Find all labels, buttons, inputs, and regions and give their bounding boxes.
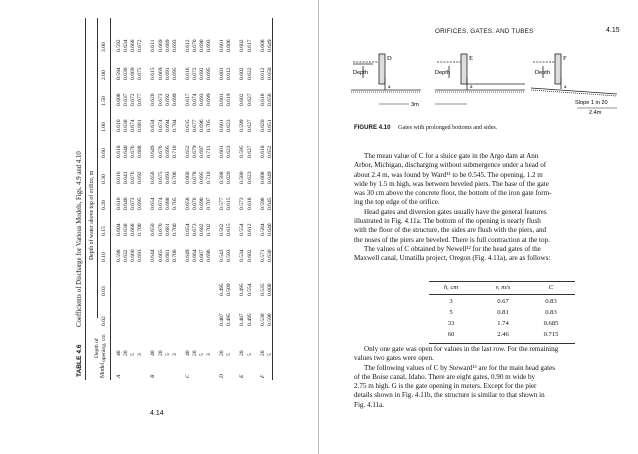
table-cell: 0.699 <box>171 93 178 106</box>
table-cell: 0.650 <box>266 93 273 106</box>
table-cell: 0.601 <box>219 67 226 80</box>
table-cell: 0.699 <box>206 93 213 106</box>
table-rule-top <box>85 18 86 380</box>
text-line: 2.75 m high. G is the gate opening in meters. Except for the pier <box>354 382 537 391</box>
text-line: Fig. 4.11a. <box>354 400 385 409</box>
table-cell: 0.693 <box>164 171 171 184</box>
table-cell: 2.46 <box>497 331 509 338</box>
table-cell: 0.644 <box>150 249 157 262</box>
label-depth-e: Depth <box>435 70 450 76</box>
table-cell: 0.695 <box>137 197 144 210</box>
table-cell: 0.676 <box>130 145 137 158</box>
table-cell: 0.664 <box>191 249 198 262</box>
table-cell: 0.704 <box>171 119 178 132</box>
table-cell: 0.669 <box>157 39 164 52</box>
table-cell: 0.594 <box>116 67 122 80</box>
depth-cell: 5 <box>164 353 171 356</box>
table-cell: 0.690 <box>199 197 205 210</box>
table-cell: 60 <box>447 331 455 338</box>
model-label: C <box>184 374 191 378</box>
table-cell: 0.535 <box>259 283 266 296</box>
table-cell: 0.673 <box>130 197 137 210</box>
table-cell: 0.678 <box>191 171 198 184</box>
table-cell: 0.672 <box>130 93 137 106</box>
table-cell: 0.622 <box>246 67 253 80</box>
model-label: A <box>116 374 122 378</box>
model-label: B <box>150 374 157 378</box>
text-line: The following values of C by Steward¹³ are for the main head gates <box>364 363 555 372</box>
table-cell: 0.649 <box>266 39 273 52</box>
table-cell: 0.681 <box>137 119 144 132</box>
table-cell: 0.635 <box>184 119 191 132</box>
table-cell: 0.602 <box>246 249 253 262</box>
table-cell: 0.610 <box>116 119 122 132</box>
dimension-2-4m: 2.4m <box>589 110 602 116</box>
table-cell: 0.674 <box>157 119 164 132</box>
table-cell: 0.83 <box>545 309 557 316</box>
table-cell: 0.685 <box>543 320 559 327</box>
depth-cell: 5 <box>130 353 137 356</box>
table-cell: 0.592 <box>116 39 122 52</box>
table-cell: 0.571 <box>259 249 266 262</box>
table-cell: 0.700 <box>171 223 178 236</box>
table-cell: 0.495 <box>246 313 253 326</box>
table-cell: 0.656 <box>150 171 157 184</box>
table-cell: 0.691 <box>137 249 144 262</box>
table-cell: 0.627 <box>246 145 253 158</box>
text-line: Maxwell canal, Umatilla project, Oregon (Fig. 4.11a), are as follows: <box>354 254 551 263</box>
table-cell: 0.677 <box>137 93 144 106</box>
table-cell: 0.715 <box>543 331 559 338</box>
table-cell: 0.692 <box>137 171 144 184</box>
table-cell: 0.634 <box>150 119 157 132</box>
table-header: v, m/s <box>495 284 511 291</box>
table-cell: 0.611 <box>150 39 157 52</box>
column-header-head: 0.60 <box>101 148 107 158</box>
table-cell: 0.665 <box>157 249 164 262</box>
table-cell: 0.630 <box>266 249 273 262</box>
table-cell: 0.616 <box>184 67 191 80</box>
table-cell: 0.495 <box>226 313 233 326</box>
slope-label: Slope 1 in 20 <box>575 100 608 106</box>
table-cell: 0.649 <box>150 145 157 158</box>
table-cell: 0.610 <box>116 197 122 210</box>
table-cell: 0.602 <box>239 93 246 106</box>
text-line: details shown in Fig. 4.11b, the structure is similar to that shown in <box>354 391 545 400</box>
depth-cell: 40 <box>184 350 191 356</box>
table-cell: 0.573 <box>239 197 246 210</box>
table-cell: 0.682 <box>199 223 205 236</box>
table-caption: Coefficients of Discharge for Various Models, Figs. 4.9 and 4.10 <box>76 151 83 327</box>
text-line: Only one gate was open for values in the last row. For the remaining <box>364 345 559 353</box>
table-cell: 0.669 <box>130 67 137 80</box>
table-cell: 0.615 <box>226 223 233 236</box>
depth-cell: 20 <box>157 350 164 356</box>
table-cell: 0.495 <box>239 283 246 296</box>
table-cell: 0.83 <box>545 298 557 305</box>
table-cell: 0.668 <box>130 223 137 236</box>
table-cell: 0.691 <box>164 67 171 80</box>
table-cell: 0.562 <box>219 223 226 236</box>
table-cell: 0.651 <box>266 119 273 132</box>
table-cell: 0.650 <box>266 67 273 80</box>
table-cell: 0.672 <box>191 67 198 80</box>
table-cell: 0.590 <box>266 313 273 326</box>
table-cell: 0.676 <box>157 145 164 158</box>
gates-figure <box>349 48 619 118</box>
label-f: F <box>563 55 567 62</box>
table-cell: 0.601 <box>219 93 226 106</box>
table-cell: 0.688 <box>164 197 171 210</box>
table-cell: 0.608 <box>116 93 122 106</box>
label-a-e: a <box>470 84 473 90</box>
table-cell: 0.706 <box>171 171 178 184</box>
table-cell: 5 <box>449 309 453 316</box>
label-d: D <box>387 55 392 62</box>
table-cell: 0.649 <box>184 249 191 262</box>
depth-cell: 5 <box>199 353 205 356</box>
table-cell: 0.705 <box>171 197 178 210</box>
table-rule <box>429 294 575 295</box>
depth-cell: 20 <box>219 350 226 356</box>
table-cell: 0.67 <box>497 298 509 305</box>
table-cell: 0.616 <box>116 171 122 184</box>
table-cell: 0.534 <box>239 249 246 262</box>
table-cell: 0.645 <box>266 197 273 210</box>
column-header-head: 2.00 <box>101 70 107 80</box>
column-header-head: 0.15 <box>101 226 107 236</box>
table-cell: 3 <box>449 298 453 305</box>
table-cell: 0.612 <box>259 67 266 80</box>
table-cell: 0.705 <box>206 119 213 132</box>
column-header-head: 1.00 <box>101 122 107 132</box>
table-cell: 0.618 <box>116 145 122 158</box>
table-cell: 0.673 <box>191 223 198 236</box>
body-paragraph-1 <box>354 152 616 264</box>
table-cell: 0.695 <box>206 67 213 80</box>
table-cell: 0.681 <box>164 249 171 262</box>
column-header-head: 1.50 <box>101 96 107 106</box>
text-line: was 30 cm above the concrete floor, the bottom of the iron gate form- <box>354 189 552 198</box>
table-cell: 0.619 <box>226 93 233 106</box>
table-cell: 0.601 <box>219 119 226 132</box>
table-cell: 0.690 <box>199 39 205 52</box>
text-line: The values of C obtained by Newell¹² for the head gates of the <box>364 244 541 253</box>
table-cell: 0.702 <box>206 223 213 236</box>
text-line: wide by 1.5 m high, was between beveled piers. The base of the gate <box>354 179 549 188</box>
text-line: The mean value of C for a sluice gate in the Argo dam at Ann <box>364 152 539 160</box>
column-header-head: 0.20 <box>101 200 107 210</box>
model-label: F <box>259 374 266 378</box>
table-cell: 0.554 <box>246 283 253 296</box>
table-cell: 0.601 <box>219 39 226 52</box>
table-rule-sub <box>97 18 98 318</box>
table-cell: 0.652 <box>184 145 191 158</box>
table-cell: 0.693 <box>199 93 205 106</box>
table-cell: 0.693 <box>206 39 213 52</box>
depth-cell: 40 <box>150 350 157 356</box>
table-cell: 0.617 <box>246 39 253 52</box>
text-line: values two gates were open. <box>354 354 434 363</box>
figure-caption-label: FIGURE 4.10 <box>354 124 391 131</box>
column-header-depth: opening, cm <box>101 334 107 362</box>
table-cell: 0.692 <box>199 67 205 80</box>
table-cell: 0.602 <box>239 39 246 52</box>
table-cell: 0.710 <box>206 171 213 184</box>
table-cell: 33 <box>447 320 455 327</box>
table-title: TABLE 4.6 <box>76 344 83 377</box>
table-cell: 0.580 <box>239 171 246 184</box>
table-cell: 0.674 <box>130 119 137 132</box>
text-line: about 2.4 m, was found by Ward¹¹ to be 0.545. The opening, 1.2 m <box>354 170 543 179</box>
table-cell: 0.695 <box>171 67 178 80</box>
depth-cell: 20 <box>259 350 266 356</box>
table-header: C <box>548 284 554 291</box>
table-cell: 0.695 <box>164 145 171 158</box>
column-header-head: 3.00 <box>101 42 107 52</box>
table-cell: 0.689 <box>164 39 171 52</box>
label-a-f: a <box>564 84 567 90</box>
table-cell: 0.707 <box>206 197 213 210</box>
table-cell: 0.608 <box>259 39 266 52</box>
table-cell: 0.615 <box>226 197 233 210</box>
depth-cell: 20 <box>191 350 198 356</box>
table-cell: 0.693 <box>171 39 178 52</box>
table-cell: 0.641 <box>123 171 130 184</box>
table-cell: 0.577 <box>219 197 226 210</box>
table-cell: 0.612 <box>226 67 233 80</box>
depth-cell: 5 <box>246 353 253 356</box>
table-cell: 0.694 <box>164 119 171 132</box>
depth-cell: 3 <box>137 353 144 356</box>
table-cell: 0.81 <box>497 309 509 316</box>
text-line: illustrated in Fig. 4.11a. The bottom of the opening is nearly flush <box>354 217 541 226</box>
column-header-depth: Depth of <box>94 338 100 358</box>
figure-caption <box>354 124 497 131</box>
table-cell: 0.679 <box>191 145 198 158</box>
table-cell: 0.596 <box>259 197 266 210</box>
table-cell: 0.604 <box>116 223 122 236</box>
depth-cell: 3 <box>171 353 178 356</box>
text-line: ing the top edge of the orifice. <box>354 198 440 207</box>
table-cell: 0.584 <box>259 223 266 236</box>
table-cell: 0.632 <box>123 249 130 262</box>
table-cell: 0.706 <box>171 249 178 262</box>
table-cell: 0.676 <box>130 171 137 184</box>
table-cell: 0.700 <box>137 223 144 236</box>
right-folio: 4.15 <box>606 27 620 34</box>
table-cell: 0.598 <box>116 249 122 262</box>
column-header-head: 0.02 <box>101 316 107 326</box>
table-cell: 0.681 <box>164 223 171 236</box>
table-rule-head <box>110 18 111 380</box>
table-cell: 0.669 <box>157 67 164 80</box>
right-page <box>319 0 638 454</box>
table-cell: 0.612 <box>184 39 191 52</box>
table-header: h, cm <box>443 284 459 291</box>
table-cell: 0.606 <box>226 39 233 52</box>
label-depth-d: Depth <box>353 70 368 76</box>
table-cell: 0.608 <box>259 171 266 184</box>
depth-cell: 20 <box>239 350 246 356</box>
table-cell: 0.543 <box>219 249 226 262</box>
table-cell: 0.487 <box>219 313 226 326</box>
table-cell: 0.627 <box>246 119 253 132</box>
column-header-head: 0.30 <box>101 174 107 184</box>
table-cell: 0.617 <box>184 93 191 106</box>
table-cell: 0.618 <box>246 197 253 210</box>
table-cell: 0.650 <box>150 223 157 236</box>
table-cell: 0.593 <box>226 249 233 262</box>
depth-cell: 20 <box>123 350 130 356</box>
table-cell: 0.640 <box>123 197 130 210</box>
table-cell: 0.509 <box>226 283 233 296</box>
label-a-d: a <box>388 84 391 90</box>
table-cell: 0.612 <box>246 223 253 236</box>
body-paragraph-2 <box>354 345 616 410</box>
table-cell: 0.660 <box>184 171 191 184</box>
table-cell: 0.674 <box>157 197 164 210</box>
table-cell: 0.677 <box>191 119 198 132</box>
table-cell: 0.668 <box>130 39 137 52</box>
table-cell: 0.654 <box>184 223 191 236</box>
table-cell: 0.673 <box>157 93 164 106</box>
table-cell: 0.667 <box>199 249 205 262</box>
table-cell: 0.595 <box>239 145 246 158</box>
table-cell: 0.588 <box>219 171 226 184</box>
table-cell: 0.495 <box>219 283 226 296</box>
table-cell: 0.697 <box>199 145 205 158</box>
table-cell: 0.554 <box>239 223 246 236</box>
table-cell: 0.692 <box>164 93 171 106</box>
table-cell: 0.618 <box>259 93 266 106</box>
model-label: D <box>219 373 226 378</box>
table-rule <box>429 281 575 282</box>
column-header-water-depth: Depth of water above top of orifice, m <box>89 170 95 260</box>
table-cell: 0.696 <box>206 249 213 262</box>
table-cell: 0.487 <box>239 313 246 326</box>
text-line: with the floor of the structure, the sides are flush with the piers, and <box>354 226 547 235</box>
table-cell: 0.620 <box>150 93 157 106</box>
column-header-head: 0.03 <box>101 286 107 296</box>
left-folio: 4.14 <box>150 410 164 417</box>
table-cell: 0.623 <box>226 119 233 132</box>
table-cell: 0.674 <box>191 93 198 106</box>
table-cell: 0.676 <box>191 197 198 210</box>
table-cell: 0.638 <box>123 119 130 132</box>
text-line: Head gates and diversion gates usually have the general features <box>364 207 547 216</box>
table-cell: 0.623 <box>246 171 253 184</box>
table-cell: 0.600 <box>266 283 273 296</box>
table-cell: 0.636 <box>123 67 130 80</box>
text-line: the noses of the piers are beveled. There is full contraction at the top. <box>354 235 550 244</box>
table-cell: 0.652 <box>266 145 273 158</box>
table-cell: 0.688 <box>137 145 144 158</box>
table-cell: 0.675 <box>157 171 164 184</box>
table-cell: 0.675 <box>137 67 144 80</box>
column-header-model: Model <box>100 362 106 378</box>
label-depth-f: Depth <box>535 70 550 76</box>
text-line: Arbor, Michigan, discharging without submergence under a head of <box>354 161 547 170</box>
table-cell: 0.634 <box>123 39 130 52</box>
table-cell: 0.696 <box>199 119 205 132</box>
table-cell: 0.710 <box>171 145 178 158</box>
table-cell: 0.623 <box>226 145 233 158</box>
table-cell: 0.658 <box>184 197 191 210</box>
table-cell: 0.670 <box>157 223 164 236</box>
table-cell: 0.601 <box>219 145 226 158</box>
table-cell: 0.649 <box>266 171 273 184</box>
table-cell: 0.618 <box>259 145 266 158</box>
table-cell: 0.620 <box>226 171 233 184</box>
table-cell: 1.74 <box>497 320 509 327</box>
dimension-3m: 3m <box>411 102 419 108</box>
table-cell: 0.640 <box>123 145 130 158</box>
table-cell: 0.670 <box>191 39 198 52</box>
table-cell: 0.599 <box>239 119 246 132</box>
table-cell: 0.602 <box>239 67 246 80</box>
table-cell: 0.672 <box>137 39 144 52</box>
table-cell: 0.620 <box>259 119 266 132</box>
depth-cell: 5 <box>226 353 233 356</box>
table-cell: 0.654 <box>150 197 157 210</box>
table-cell: 0.637 <box>123 93 130 106</box>
label-e: E <box>469 55 473 62</box>
table-cell: 0.638 <box>123 223 130 236</box>
depth-cell: 5 <box>266 353 273 356</box>
table-cell: 0.615 <box>150 67 157 80</box>
table-cell: 0.640 <box>266 223 273 236</box>
depth-cell: 40 <box>116 350 122 356</box>
column-header-head: 0.10 <box>101 252 107 262</box>
table-rule <box>429 343 575 344</box>
table-cell: 0.627 <box>246 93 253 106</box>
model-label: E <box>239 374 246 378</box>
table-cell: 0.660 <box>130 249 137 262</box>
figure-caption-text: Gates with prolonged bottoms and sides. <box>398 125 498 131</box>
table-cell: 0.711 <box>206 145 213 158</box>
table-cell: 0.530 <box>259 313 266 326</box>
depth-cell: 3 <box>206 353 213 356</box>
running-head: ORIFICES, GATES, AND TUBES <box>435 28 534 35</box>
table-cell: 0.695 <box>199 171 205 184</box>
text-line: of the Boise canal, Idaho. There are eight gates, 0.90 m wide by <box>354 372 536 381</box>
